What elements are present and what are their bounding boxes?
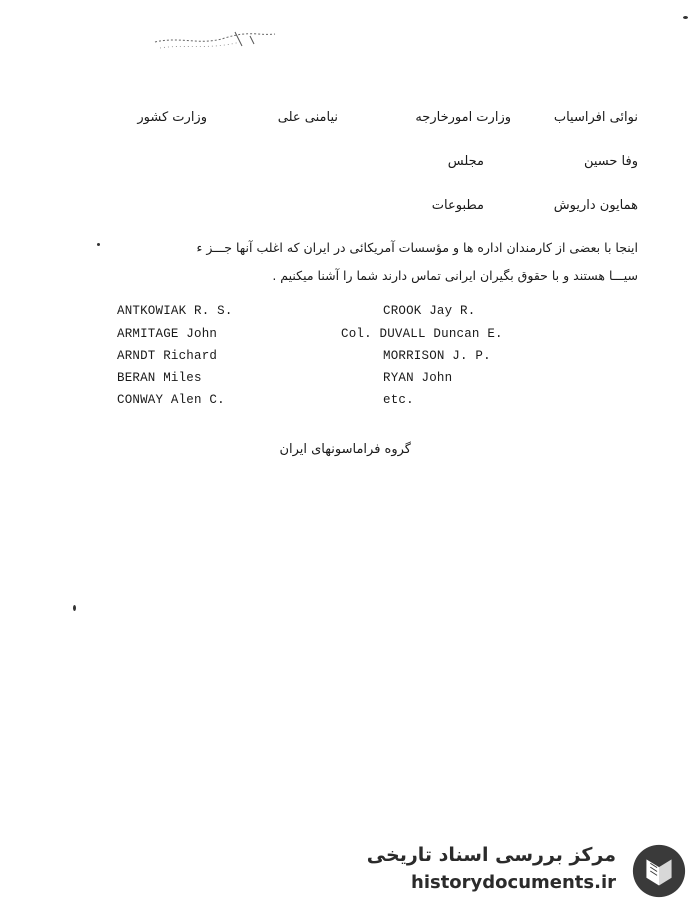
names-right-1: Col. DUVALL Duncan E. <box>341 327 503 341</box>
name-navaei: نوائی افراسیاب <box>553 110 638 125</box>
names-left-4: CONWAY Alen C. <box>117 393 225 407</box>
book-logo-icon <box>628 842 690 900</box>
name-niameni: نیامنی علی <box>277 110 338 125</box>
paragraph-line-2: سیـــا هستند و با حقوق بگیران ایرانی تماس دارند شما را آشنا میکنیم . <box>272 268 638 283</box>
names-right-2: MORRISON J. P. <box>383 349 491 363</box>
ink-speck <box>73 605 76 611</box>
signature: گروه فراماسونهای ایران <box>279 442 411 457</box>
ink-speck <box>683 16 688 19</box>
footer-url[interactable]: historydocuments.ir <box>411 872 616 893</box>
names-left-1: ARMITAGE John <box>117 327 218 341</box>
name-homayoun: همایون داریوش <box>553 198 638 213</box>
names-right-3: RYAN John <box>383 371 453 385</box>
org-foreign-ministry: وزارت امورخارجه <box>415 110 511 125</box>
names-left-3: BERAN Miles <box>117 371 202 385</box>
names-right-0: CROOK Jay R. <box>383 304 476 318</box>
paragraph-line-1: اینجا با بعضی از کارمندان اداره ها و مؤسسات آمریکائی در ایران که اغلب آنها جـــز ء <box>196 240 638 255</box>
footer-watermark[interactable] <box>366 838 694 904</box>
handwritten-scribble <box>150 28 280 58</box>
ink-speck <box>97 243 100 246</box>
names-right-4: etc. <box>383 393 414 407</box>
org-majlis: مجلس <box>447 154 484 169</box>
names-left-2: ARNDT Richard <box>117 349 218 363</box>
org-press: مطبوعات <box>431 198 484 213</box>
name-vafa: وفا حسین <box>583 154 638 169</box>
org-interior-ministry: وزارت کشور <box>137 110 207 125</box>
names-left-0: ANTKOWIAK R. S. <box>117 304 233 318</box>
footer-title: مرکز بررسی اسناد تاریخی <box>366 844 616 866</box>
